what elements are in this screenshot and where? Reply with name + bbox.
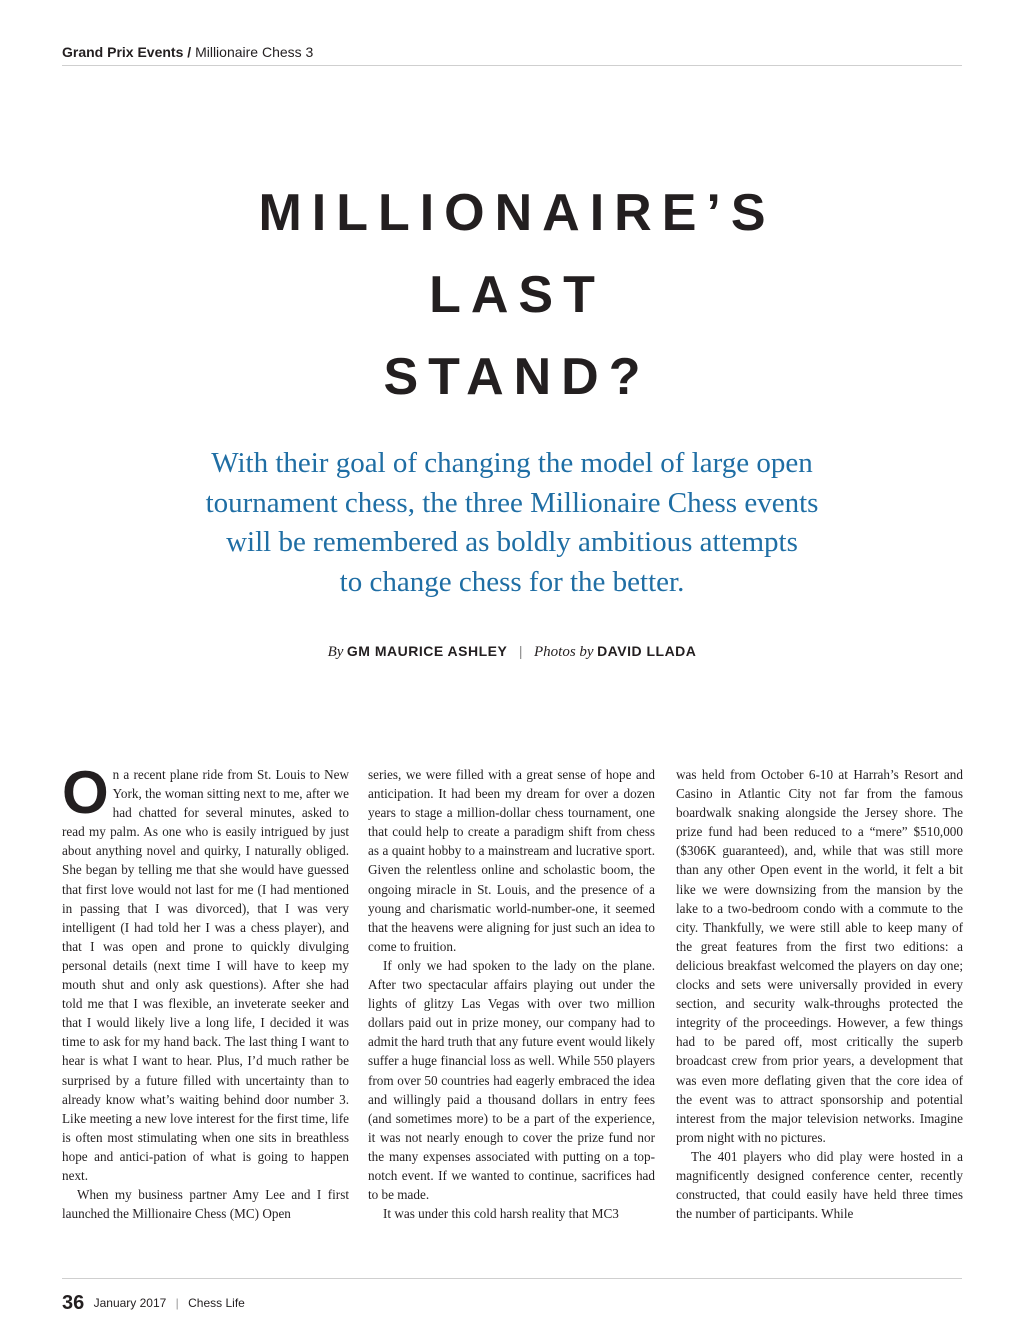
footer-separator: | xyxy=(175,1296,179,1310)
body-paragraph: series, we were filled with a great sense of hope and anticipation. It had been my dream for over a dozen years to stage a million-dollar chess tournament, one that could help to create a paradigm shift from chess as a quaint hobby to a mainstream and lucrative sport. Given the relentless online and scholastic boom, the ongoing miracle in St. Louis, and the presence of a young and charismatic world-number-one, it seemed that the heavens were aligning for just such an idea to come to fruition. xyxy=(368,767,655,954)
footer-rule xyxy=(62,1278,962,1279)
section-header xyxy=(62,44,962,60)
deck-line-1: With their goal of changing the model of large open xyxy=(211,447,813,479)
body-paragraph: was held from October 6-10 at Harrah’s Resort and Casino in Atlantic City not far from the famous boardwalk snaking alongside the Jersey shore. The prize fund had been reduced to a “mere” $510,000 ($306K guaranteed), and, while that was still more than any other Open event in the world, it felt a bit like we were downsizing from the mansion by the lake to a two-bedroom condo with a commute to the city. Thankfully, we were still able to keep many of the great features from the first two editions: a delicious breakfast welcomed the players on day one; clocks and sets were universally provided in every section, and security walk-throughs protected the integrity of the proceedings. However, a few things had to be pared off, most critically the superb broadcast crew from prior years, a development that was even more deflating given that the core idea of the event was to attract sponsorship and potential interest from the major television networks. Imagine prom night with no pictures. xyxy=(676,767,963,1145)
body-column-2 xyxy=(368,765,655,1223)
issue-date: January 2017 xyxy=(93,1296,167,1310)
body-paragraph: On a recent plane ride from St. Louis to New York, the woman sitting next to me, after we had chatted for several minutes, asked to read my palm. As one who is easily intrigued by just about anything novel and quirky, I naturally obliged. She began by telling me that she would have guessed that first love would not last for me (I had mentioned in passing that I was divorced), that I was very intelligent (I had told her I was a chess player), and that I was open and prone to quickly divulging personal details (next time I will have to keep my mouth shut and only ask questions). After she had told me that I was flexible, an inveterate seeker and that I would likely live a long life, I decided it was time to ask for my hand back. The last thing I want to hear is what I want to hear. Plus, I’d much rather be surprised by a future filled with uncertainty than to already know what’s waiting behind door number 3. Like meeting a new love interest for the first time, life is often most stimulating when one sits in breathless hope and antici-pation of what is going to happen next. xyxy=(62,759,349,1183)
page-footer xyxy=(62,1292,245,1315)
magazine-name: Chess Life xyxy=(188,1296,245,1310)
header-rule xyxy=(62,65,962,66)
photographer-name: DAVID LLADA xyxy=(597,643,697,659)
deck-line-4: to change chess for the better. xyxy=(339,565,685,598)
body-paragraph: The 401 players who did play were hosted in a magnificently designed conference center, recently constructed, that could easily have held three times the number of participants. While xyxy=(676,1148,963,1222)
title-line-3: STAND? xyxy=(383,348,651,406)
author-name: GM MAURICE ASHLEY xyxy=(346,643,508,659)
body-paragraph: When my business partner Amy Lee and I first launched the Millionaire Chess (MC) Open xyxy=(62,1187,349,1222)
byline-by: By xyxy=(327,644,344,660)
section-name: Grand Prix Events xyxy=(62,44,184,60)
section-separator: / xyxy=(187,44,192,60)
article-deck xyxy=(120,444,904,602)
deck-line-2: tournament chess, the three Millionaire Chess events xyxy=(205,486,819,519)
article-title xyxy=(0,172,1024,418)
deck-line-3: will be remembered as boldly ambitious attempts xyxy=(226,526,798,558)
body-paragraph: If only we had spoken to the lady on the plane. After two spectacular affairs playing out under the lights of glitzy Las Vegas with over two million dollars paid out in prize money, our company had to admit the hard truth that any future event would likely suffer a huge financial loss as well. While 550 players from over 50 countries had eagerly embraced the idea and willingly paid a thousand dollars in entry fees (and sometimes more) to be a part of the experience, it was not nearly enough to cover the prize fund nor the many expenses associated with putting on a top-notch event. If we wanted to continue, sacrifices had to be made. xyxy=(368,957,655,1203)
title-line-1: MILLIONAIRE’S xyxy=(258,184,776,242)
body-paragraph: It was under this cold harsh reality that MC3 xyxy=(383,1206,619,1222)
page-number: 36 xyxy=(62,1292,85,1314)
drop-cap: O xyxy=(62,759,109,826)
title-line-2: LAST xyxy=(429,266,605,324)
byline-photos-by: Photos by xyxy=(533,644,594,660)
body-column-3 xyxy=(676,765,963,1223)
byline-separator: | xyxy=(518,643,523,659)
body-column-1 xyxy=(62,759,349,1223)
byline xyxy=(0,643,1024,661)
subsection-name: Millionaire Chess 3 xyxy=(195,44,314,60)
